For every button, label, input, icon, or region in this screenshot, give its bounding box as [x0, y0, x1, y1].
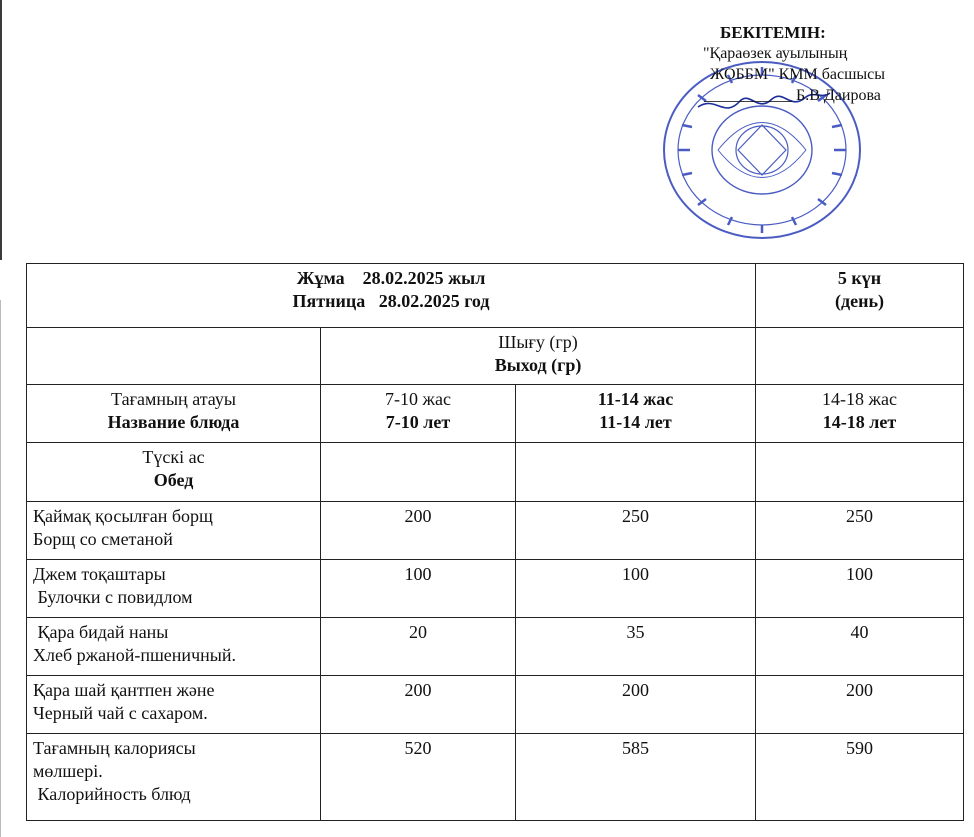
date-ru: Пятница 28.02.2025 год — [292, 291, 490, 311]
age-kz: 14-18 жас — [822, 389, 897, 409]
output-row — [27, 328, 964, 385]
approval-block — [698, 22, 968, 106]
portion-14-18: 250 — [756, 502, 964, 560]
calories-11-14: 585 — [516, 734, 756, 821]
age-kz: 11-14 жас — [597, 389, 674, 409]
dish-name — [27, 560, 321, 618]
dish-ru: Булочки с повидлом — [33, 587, 193, 607]
calories-label — [27, 734, 321, 821]
output-ru: Выход (гр) — [494, 355, 582, 375]
portion-11-14: 100 — [516, 560, 756, 618]
portion-7-10: 20 — [321, 618, 516, 676]
meal-ru: Обед — [153, 470, 194, 490]
age-kz: 7-10 жас — [385, 389, 451, 409]
age-ru: 14-18 лет — [822, 412, 897, 432]
portion-7-10: 200 — [321, 676, 516, 734]
calories-kz-2: мөлшері. — [33, 761, 103, 781]
age-row — [27, 385, 964, 443]
age-ru: 11-14 лет — [599, 412, 672, 432]
dish-name-header — [27, 385, 321, 443]
calories-7-10: 520 — [321, 734, 516, 821]
date-kz: Жұма 28.02.2025 жыл — [296, 268, 486, 288]
calories-row — [27, 734, 964, 821]
dish-name — [27, 676, 321, 734]
dish-name-ru: Название блюда — [107, 412, 240, 432]
dish-ru: Черный чай с сахаром. — [33, 703, 208, 723]
age-header-2 — [516, 385, 756, 443]
dish-ru: Хлеб ржаной-пшеничный. — [33, 645, 236, 665]
dish-kz: Қара шай қантпен және — [33, 680, 215, 700]
portion-11-14: 250 — [516, 502, 756, 560]
output-kz: Шығу (гр) — [498, 332, 578, 352]
table-header-row — [27, 264, 964, 328]
portion-7-10: 200 — [321, 502, 516, 560]
table-row — [27, 618, 964, 676]
meal-cell — [27, 443, 321, 502]
approval-line-1: "Қараөзек ауылының — [703, 45, 848, 62]
portion-14-18: 40 — [756, 618, 964, 676]
meal-row — [27, 443, 964, 502]
day-cell — [756, 264, 964, 328]
approval-line-3: ___________ Б.В Даирова — [704, 87, 881, 104]
portion-7-10: 100 — [321, 560, 516, 618]
approval-line-2: ЖОББМ" КММ басшысы — [710, 66, 886, 83]
empty-cell — [27, 328, 321, 385]
approval-title: БЕКІТЕМІН: — [720, 23, 826, 42]
portion-14-18: 100 — [756, 560, 964, 618]
output-cell — [321, 328, 756, 385]
calories-ru: Калорийность блюд — [33, 784, 191, 804]
dish-kz: Джем тоқаштары — [33, 564, 166, 584]
calories-kz-1: Тағамның калориясы — [33, 738, 196, 758]
portion-14-18: 200 — [756, 676, 964, 734]
table-row — [27, 560, 964, 618]
table-row — [27, 502, 964, 560]
day-ru: (день) — [835, 291, 884, 311]
dish-name-kz: Тағамның атауы — [111, 389, 236, 409]
dish-name — [27, 502, 321, 560]
page-edge-lower — [0, 300, 1, 837]
empty-cell — [516, 443, 756, 502]
empty-cell — [756, 443, 964, 502]
calories-14-18: 590 — [756, 734, 964, 821]
dish-kz: Қара бидай наны — [33, 622, 169, 642]
page-edge — [0, 0, 2, 260]
age-header-1 — [321, 385, 516, 443]
dish-ru: Борщ со сметаной — [33, 529, 173, 549]
empty-cell — [321, 443, 516, 502]
age-ru: 7-10 лет — [385, 412, 451, 432]
empty-cell — [756, 328, 964, 385]
meal-kz: Түскі ас — [142, 447, 205, 467]
menu-table — [26, 263, 964, 821]
portion-11-14: 35 — [516, 618, 756, 676]
table-row — [27, 676, 964, 734]
dish-kz: Қаймақ қосылған борщ — [33, 506, 213, 526]
age-header-3 — [756, 385, 964, 443]
portion-11-14: 200 — [516, 676, 756, 734]
day-kz: 5 күн — [837, 268, 882, 288]
date-cell — [27, 264, 756, 328]
dish-name — [27, 618, 321, 676]
